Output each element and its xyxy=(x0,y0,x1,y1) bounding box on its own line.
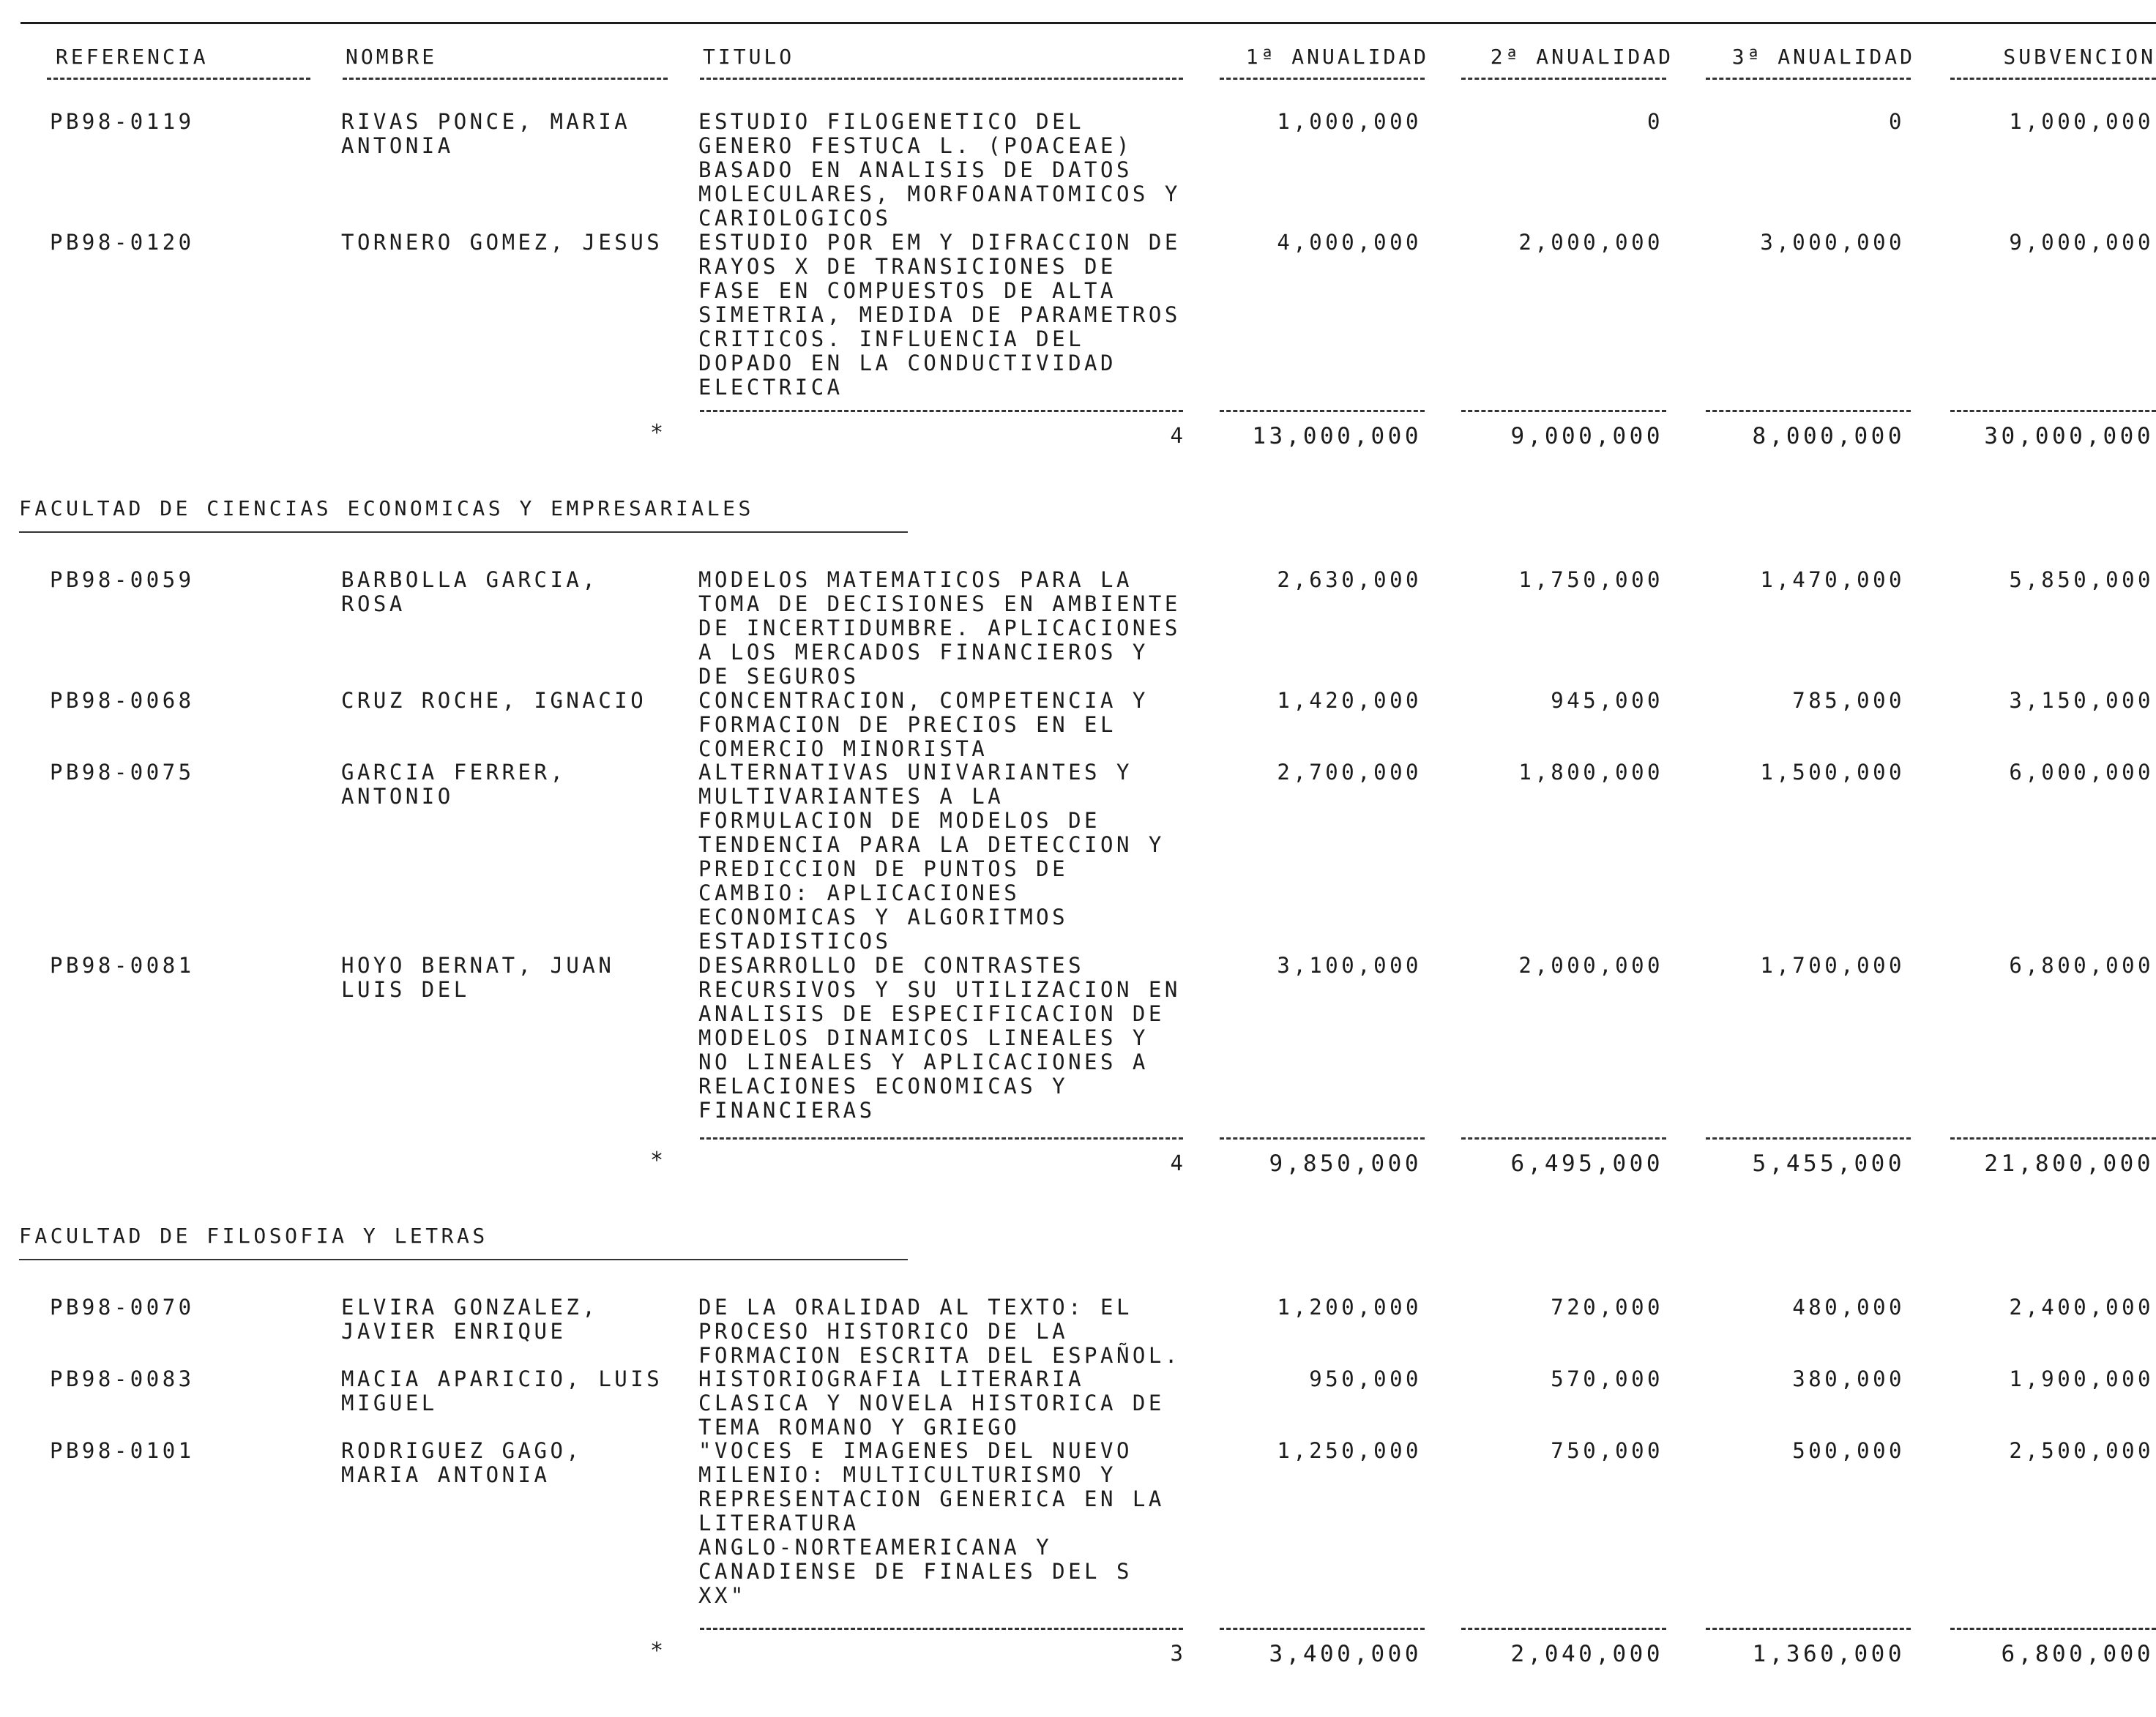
nombre-line: GARCIA FERRER, xyxy=(341,760,567,785)
row-nombre xyxy=(341,760,566,809)
titulo-line: RAYOS X DE TRANSICIONES DE xyxy=(698,254,1116,279)
nombre-line: MIGUEL xyxy=(341,1391,438,1415)
nombre-line: HOYO BERNAT, JUAN xyxy=(341,953,615,978)
titulo-line: LITERATURA xyxy=(698,1511,859,1535)
titulo-line: MILENIO: MULTICULTURISMO Y xyxy=(698,1462,1116,1487)
nombre-line: BARBOLLA GARCIA, xyxy=(341,567,599,592)
row-subvencion: 9,000,000 xyxy=(2009,230,2154,255)
nombre-line: ROSA xyxy=(341,591,406,616)
titulo-line: FORMACION ESCRITA DEL ESPAÑOL. xyxy=(698,1343,1181,1368)
subtotal-anualidad-2: 9,000,000 xyxy=(1510,423,1663,449)
row-anualidad-1: 1,250,000 xyxy=(1277,1438,1422,1463)
row-subvencion: 6,000,000 xyxy=(2009,760,2154,785)
subtotal-rule xyxy=(1461,410,1666,412)
titulo-line: FASE EN COMPUESTOS DE ALTA xyxy=(698,278,1116,303)
header-underline-referencia xyxy=(47,78,310,80)
subtotal-subvencion: 6,800,000 xyxy=(2001,1641,2154,1667)
row-anualidad-2: 2,000,000 xyxy=(1518,230,1663,255)
subtotal-star: * xyxy=(650,1148,664,1173)
row-anualidad-1: 1,420,000 xyxy=(1277,688,1422,713)
titulo-line: ANGLO-NORTEAMERICANA Y xyxy=(698,1535,1053,1560)
row-anualidad-1: 950,000 xyxy=(1309,1366,1422,1391)
titulo-line: A LOS MERCADOS FINANCIEROS Y xyxy=(698,640,1149,665)
header-subvencion: SUBVENCION xyxy=(2003,45,2156,69)
header-anualidad-3: 3ª ANUALIDAD xyxy=(1731,45,1915,69)
row-nombre xyxy=(341,110,630,158)
row-subvencion: 2,500,000 xyxy=(2009,1438,2154,1463)
header-underline-anualidad-3 xyxy=(1706,78,1911,80)
row-anualidad-2: 0 xyxy=(1647,109,1663,134)
titulo-line: FORMACION DE PRECIOS EN EL xyxy=(698,712,1116,737)
titulo-line: CLASICA Y NOVELA HISTORICA DE xyxy=(698,1391,1165,1415)
row-titulo xyxy=(698,954,1181,1123)
titulo-line: ALTERNATIVAS UNIVARIANTES Y xyxy=(698,760,1133,785)
titulo-line: FINANCIERAS xyxy=(698,1098,876,1123)
row-referencia: PB98-0068 xyxy=(50,688,195,713)
nombre-line: RODRIGUEZ GAGO, xyxy=(341,1438,583,1463)
row-anualidad-3: 380,000 xyxy=(1792,1366,1905,1391)
nombre-line: MARIA ANTONIA xyxy=(341,1462,551,1487)
row-titulo xyxy=(698,1367,1165,1440)
subtotal-rule xyxy=(1950,1628,2156,1630)
nombre-line: TORNERO GOMEZ, JESUS xyxy=(341,230,663,255)
subtotal-rule xyxy=(700,1137,1183,1140)
titulo-line: DE LA ORALIDAD AL TEXTO: EL xyxy=(698,1295,1133,1320)
row-referencia: PB98-0081 xyxy=(50,953,195,978)
titulo-line: ANALISIS DE ESPECIFICACION DE xyxy=(698,1001,1165,1026)
subtotal-rule xyxy=(1706,1137,1911,1140)
row-anualidad-3: 1,470,000 xyxy=(1760,567,1905,592)
row-titulo xyxy=(698,1439,1165,1608)
titulo-line: MODELOS DINAMICOS LINEALES Y xyxy=(698,1025,1149,1050)
subtotal-count: 3 xyxy=(1170,1641,1183,1666)
subtotal-anualidad-2: 6,495,000 xyxy=(1510,1151,1663,1177)
titulo-line: DE INCERTIDUMBRE. APLICACIONES xyxy=(698,616,1181,640)
titulo-line: TEMA ROMANO Y GRIEGO xyxy=(698,1415,1021,1440)
row-subvencion: 1,000,000 xyxy=(2009,109,2154,134)
titulo-line: ESTUDIO POR EM Y DIFRACCION DE xyxy=(698,230,1181,255)
header-underline-anualidad-1 xyxy=(1220,78,1425,80)
titulo-line: CARIOLOGICOS xyxy=(698,206,892,231)
titulo-line: SIMETRIA, MEDIDA DE PARAMETROS xyxy=(698,302,1181,327)
subtotal-anualidad-3: 8,000,000 xyxy=(1752,423,1905,449)
header-anualidad-1: 1ª ANUALIDAD xyxy=(1245,45,1429,69)
titulo-line: BASADO EN ANALISIS DE DATOS xyxy=(698,157,1133,182)
subtotal-anualidad-3: 1,360,000 xyxy=(1752,1641,1905,1667)
top-rule xyxy=(20,22,2156,24)
nombre-line: JAVIER ENRIQUE xyxy=(341,1319,567,1344)
titulo-line: ELECTRICA xyxy=(698,375,843,400)
row-referencia: PB98-0083 xyxy=(50,1366,195,1391)
titulo-line: CAMBIO: APLICACIONES xyxy=(698,880,1021,905)
row-nombre xyxy=(341,231,663,255)
row-anualidad-3: 0 xyxy=(1889,109,1905,134)
row-anualidad-1: 1,000,000 xyxy=(1277,109,1422,134)
subtotal-rule xyxy=(1220,1628,1425,1630)
subtotal-rule xyxy=(1706,1628,1911,1630)
row-anualidad-1: 3,100,000 xyxy=(1277,953,1422,978)
nombre-line: ELVIRA GONZALEZ, xyxy=(341,1295,599,1320)
row-anualidad-1: 2,630,000 xyxy=(1277,567,1422,592)
row-anualidad-3: 1,500,000 xyxy=(1760,760,1905,785)
subtotal-anualidad-2: 2,040,000 xyxy=(1510,1641,1663,1667)
subtotal-count: 4 xyxy=(1170,423,1183,448)
row-referencia: PB98-0059 xyxy=(50,567,195,592)
titulo-line: MULTIVARIANTES A LA xyxy=(698,784,1004,809)
subtotal-rule xyxy=(1950,1137,2156,1140)
row-titulo xyxy=(698,689,1149,761)
titulo-line: CRITICOS. INFLUENCIA DEL xyxy=(698,326,1085,351)
titulo-line: ESTUDIO FILOGENETICO DEL xyxy=(698,109,1085,134)
subtotal-rule xyxy=(1220,410,1425,412)
titulo-line: REPRESENTACION GENERICA EN LA xyxy=(698,1486,1165,1511)
subtotal-anualidad-1: 3,400,000 xyxy=(1269,1641,1422,1667)
titulo-line: GENERO FESTUCA L. (POACEAE) xyxy=(698,133,1133,158)
nombre-line: ANTONIA xyxy=(341,133,454,158)
row-anualidad-2: 945,000 xyxy=(1551,688,1663,713)
row-titulo xyxy=(698,760,1165,954)
row-anualidad-1: 4,000,000 xyxy=(1277,230,1422,255)
subtotal-subvencion: 21,800,000 xyxy=(1984,1151,2154,1177)
titulo-line: CANADIENSE DE FINALES DEL S xyxy=(698,1559,1133,1584)
subtotal-rule xyxy=(1461,1137,1666,1140)
row-referencia: PB98-0101 xyxy=(50,1438,195,1463)
row-nombre xyxy=(341,1367,663,1415)
titulo-line: CONCENTRACION, COMPETENCIA Y xyxy=(698,688,1149,713)
header-anualidad-2: 2ª ANUALIDAD xyxy=(1490,45,1674,69)
titulo-line: HISTORIOGRAFIA LITERARIA xyxy=(698,1366,1085,1391)
row-titulo xyxy=(698,110,1181,231)
header-titulo: TITULO xyxy=(703,45,795,69)
titulo-line: TENDENCIA PARA LA DETECCION Y xyxy=(698,832,1165,857)
row-referencia: PB98-0070 xyxy=(50,1295,195,1320)
nombre-line: CRUZ ROCHE, IGNACIO xyxy=(341,688,647,713)
titulo-line: RELACIONES ECONOMICAS Y xyxy=(698,1074,1069,1099)
row-nombre xyxy=(341,954,614,1002)
subtotal-subvencion: 30,000,000 xyxy=(1984,423,2154,449)
section-title: FACULTAD DE FILOSOFIA Y LETRAS xyxy=(19,1224,488,1248)
row-titulo xyxy=(698,231,1181,400)
titulo-line: MOLECULARES, MORFOANATOMICOS Y xyxy=(698,182,1181,206)
row-anualidad-3: 480,000 xyxy=(1792,1295,1905,1320)
row-referencia: PB98-0075 xyxy=(50,760,195,785)
titulo-line: DOPADO EN LA CONDUCTIVIDAD xyxy=(698,351,1116,375)
row-anualidad-3: 3,000,000 xyxy=(1760,230,1905,255)
header-referencia: REFERENCIA xyxy=(56,45,209,69)
titulo-line: ECONOMICAS Y ALGORITMOS xyxy=(698,905,1069,929)
section-rule xyxy=(19,1259,908,1260)
nombre-line: MACIA APARICIO, LUIS xyxy=(341,1366,663,1391)
subtotal-rule xyxy=(700,410,1183,412)
row-referencia: PB98-0119 xyxy=(50,109,195,134)
titulo-line: COMERCIO MINORISTA xyxy=(698,736,988,761)
row-anualidad-2: 720,000 xyxy=(1551,1295,1663,1320)
section-title: FACULTAD DE CIENCIAS ECONOMICAS Y EMPRESARIALES xyxy=(19,496,754,520)
subtotal-anualidad-1: 9,850,000 xyxy=(1269,1151,1422,1177)
row-subvencion: 6,800,000 xyxy=(2009,953,2154,978)
titulo-line: NO LINEALES Y APLICACIONES A xyxy=(698,1050,1149,1074)
nombre-line: RIVAS PONCE, MARIA xyxy=(341,109,631,134)
row-anualidad-3: 500,000 xyxy=(1792,1438,1905,1463)
subtotal-star: * xyxy=(650,420,664,446)
row-anualidad-2: 1,800,000 xyxy=(1518,760,1663,785)
header-underline-nombre xyxy=(343,78,668,80)
row-subvencion: 5,850,000 xyxy=(2009,567,2154,592)
titulo-line: RECURSIVOS Y SU UTILIZACION EN xyxy=(698,977,1181,1002)
row-nombre xyxy=(341,1439,582,1487)
titulo-line: XX" xyxy=(698,1583,747,1608)
nombre-line: ANTONIO xyxy=(341,784,454,809)
titulo-line: DE SEGUROS xyxy=(698,664,859,689)
header-underline-anualidad-2 xyxy=(1461,78,1666,80)
subtotal-star: * xyxy=(650,1638,664,1664)
titulo-line: ESTADISTICOS xyxy=(698,929,892,954)
subtotal-rule xyxy=(700,1628,1183,1630)
row-titulo xyxy=(698,568,1181,689)
subtotal-anualidad-3: 5,455,000 xyxy=(1752,1151,1905,1177)
row-referencia: PB98-0120 xyxy=(50,230,195,255)
row-subvencion: 3,150,000 xyxy=(2009,688,2154,713)
row-anualidad-2: 750,000 xyxy=(1551,1438,1663,1463)
header-underline-subvencion xyxy=(1950,78,2156,80)
row-subvencion: 1,900,000 xyxy=(2009,1366,2154,1391)
row-anualidad-1: 2,700,000 xyxy=(1277,760,1422,785)
subtotal-rule xyxy=(1461,1628,1666,1630)
row-anualidad-2: 570,000 xyxy=(1551,1366,1663,1391)
header-nombre: NOMBRE xyxy=(346,45,438,69)
titulo-line: TOMA DE DECISIONES EN AMBIENTE xyxy=(698,591,1181,616)
subtotal-rule xyxy=(1950,410,2156,412)
titulo-line: FORMULACION DE MODELOS DE xyxy=(698,808,1100,833)
section-rule xyxy=(19,531,908,533)
row-anualidad-3: 1,700,000 xyxy=(1760,953,1905,978)
row-anualidad-2: 2,000,000 xyxy=(1518,953,1663,978)
titulo-line: DESARROLLO DE CONTRASTES xyxy=(698,953,1085,978)
subtotal-count: 4 xyxy=(1170,1151,1183,1175)
row-anualidad-2: 1,750,000 xyxy=(1518,567,1663,592)
row-subvencion: 2,400,000 xyxy=(2009,1295,2154,1320)
header-underline-titulo xyxy=(700,78,1183,80)
titulo-line: PROCESO HISTORICO DE LA xyxy=(698,1319,1069,1344)
row-anualidad-1: 1,200,000 xyxy=(1277,1295,1422,1320)
row-nombre xyxy=(341,568,598,616)
row-nombre xyxy=(341,689,646,713)
subtotal-rule xyxy=(1220,1137,1425,1140)
row-titulo xyxy=(698,1295,1181,1368)
titulo-line: PREDICCION DE PUNTOS DE xyxy=(698,856,1069,881)
row-nombre xyxy=(341,1295,598,1344)
subtotal-anualidad-1: 13,000,000 xyxy=(1252,423,1422,449)
nombre-line: LUIS DEL xyxy=(341,977,470,1002)
row-anualidad-3: 785,000 xyxy=(1792,688,1905,713)
titulo-line: "VOCES E IMAGENES DEL NUEVO xyxy=(698,1438,1133,1463)
titulo-line: MODELOS MATEMATICOS PARA LA xyxy=(698,567,1133,592)
subtotal-rule xyxy=(1706,410,1911,412)
